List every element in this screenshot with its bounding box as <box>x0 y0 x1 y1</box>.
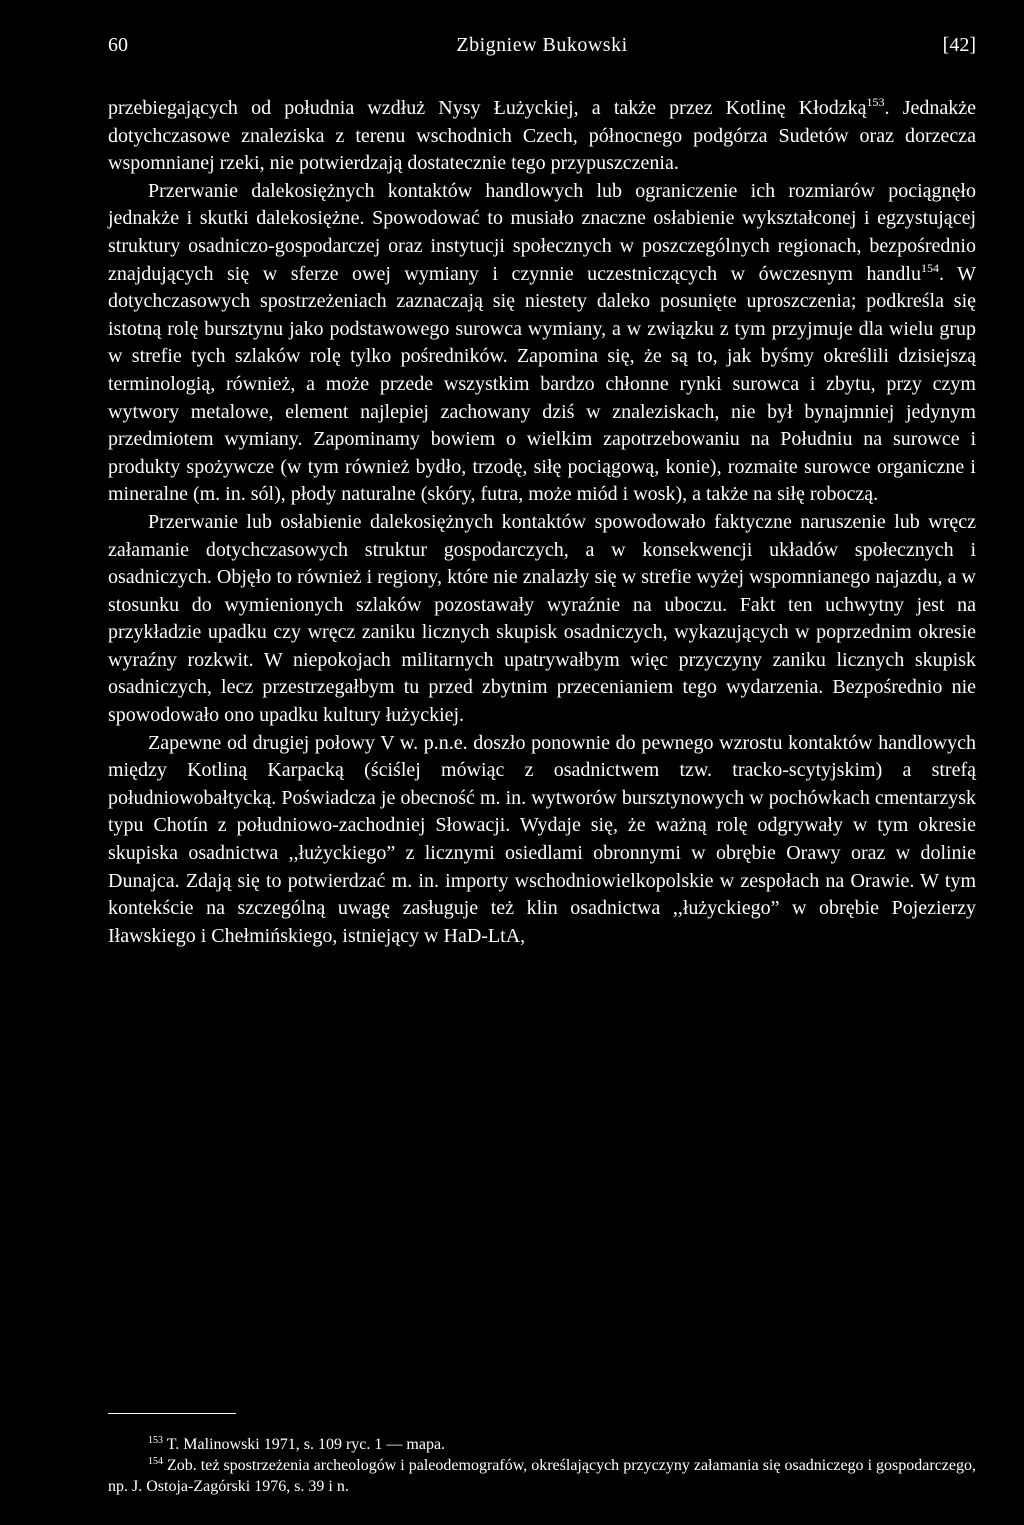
body-text <box>108 95 976 950</box>
paragraph-4: Zapewne od drugiej połowy V w. p.n.e. doszło ponownie do pewnego wzrostu kontaktów handlowych między Kotliną Karpacką (ściślej mówiąc z osadnictwem tzw. tracko-scytyjskim) a strefą południowobałtycką. Poświadcza je obecność m. in. wytworów bursztynowych w pochówkach cmentarzysk typu Chotín z południowo-zachodniej Słowacji. Wydaje się, że ważną rolę odgrywały w tym okresie skupiska osadnictwa ,,łużyckiego” z licznymi osiedlami obronnymi w obrębie Orawy oraz w dolinie Dunajca. Zdają się to potwierdzać m. in. importy wschodniowielkopolskie w zespołach na Orawie. W tym kontekście na szczególną uwagę zasługuje też klin osadnictwa ,,łużyckiego” w obrębie Pojezierzy Iławskiego i Chełmińskiego, istniejący w HaD-LtA, <box>108 731 976 947</box>
footnote-ref[interactable]: 153 <box>866 95 885 109</box>
paragraph-3: Przerwanie lub osłabienie dalekosiężnych kontaktów spowodowało faktyczne naruszenie lub wręcz załamanie dotychczasowych struktur gospodarczych, a w konsekwencji układów społecznych i osadniczych. Objęło to również i regiony, które nie znalazły się w strefie wyżej wspomnianego najazdu, a w stosunku do wymienionych szlaków pozostawały wyraźnie na uboczu. Fakt ten uchwytny jest na przykładzie upadku czy wręcz zaniku licznych skupisk osadniczych, wykazujących w poprzednim okresie wyraźny rozkwit. W niepokojach militarnych upatrywałbym więc przyczyny zaniku licznych skupisk osadniczych, lecz przestrzegałbym tu przed zbytnim przecenianiem tego wydarzenia. Bezpośrednio nie spowodowało ono upadku kultury łużyckiej. <box>108 510 976 727</box>
footnote-divider <box>108 1413 236 1414</box>
paragraph-2: Przerwanie dalekosiężnych kontaktów handlowych lub ograniczenie ich rozmiarów pociągnęło jednakże i skutki dalekosiężne. Spowodować to musiało znaczne osłabienie wykształconej i egzystującej struktury osadniczo-gospodarczej oraz instytucji społecznych w poszczególnych regionach, bezpośrednio znajdujących się w sferze owej wymiany i czynnie uczestniczących w ówczesnym handlu$^{154}$. W dotychczasowych spostrzeżeniach zaznaczają się niestety daleko posunięte uproszczenia; podkreśla się istotną rolę bursztynu jako podstawowego surowca wymiany, a w związku z tym przyjmuje dla wielu grup w strefie tych szlaków rolę tylko pośredników. Zapomina się, że są to, jak byśmy określili dzisiejszą terminologią, również, a może przede wszystkim bardzo chłonne rynki surowca i zbytu, przy czym wytwory metalowe, element najlepiej zachowany dziś w znaleziskach, nie był bynajmniej jedynym przedmiotem wymiany. Zapominamy bowiem o wielkim zapotrzebowaniu na Południu na surowce i produkty spożywcze (w tym również bydło, trzodę, siłę pociągową, konie), rozmaite surowce organiczne i mineralne (m. in. sól), płody naturalne (skóry, futra, może miód i wosk), a także na siłę roboczą. <box>108 179 976 506</box>
footnote-ref[interactable]: 154 <box>920 260 939 275</box>
paragraph-1: przebiegających od południa wzdłuż Nysy Łużyckiej, a także przez Kotlinę Kłodzką$^{153}$. Jednakże dotychczasowe znaleziska z terenu wschodnich Czech, północnego podgórza Sudetów oraz dorzecza wspomnianej rzeki, nie potwierdzają dostatecznie tego przypuszczenia. <box>108 95 976 175</box>
page-number: 60 <box>108 34 128 56</box>
footnotes <box>108 1434 976 1497</box>
page-header <box>108 34 976 64</box>
footnote-153: $^{153}$ T. Malinowski 1971, s. 109 ryc. 1 — mapa. <box>148 1435 446 1453</box>
footnote-154: $^{154}$ Zob. też spostrzeżenia archeologów i paleodemografów, określających przyczyny załamania się osadniczego i gospodarczego, np. J. Ostoja-Zagórski 1976, s. 39 i n. <box>108 1456 976 1495</box>
chapter-ref: [42] <box>942 34 976 56</box>
running-head: Zbigniew Bukowski <box>456 34 628 56</box>
